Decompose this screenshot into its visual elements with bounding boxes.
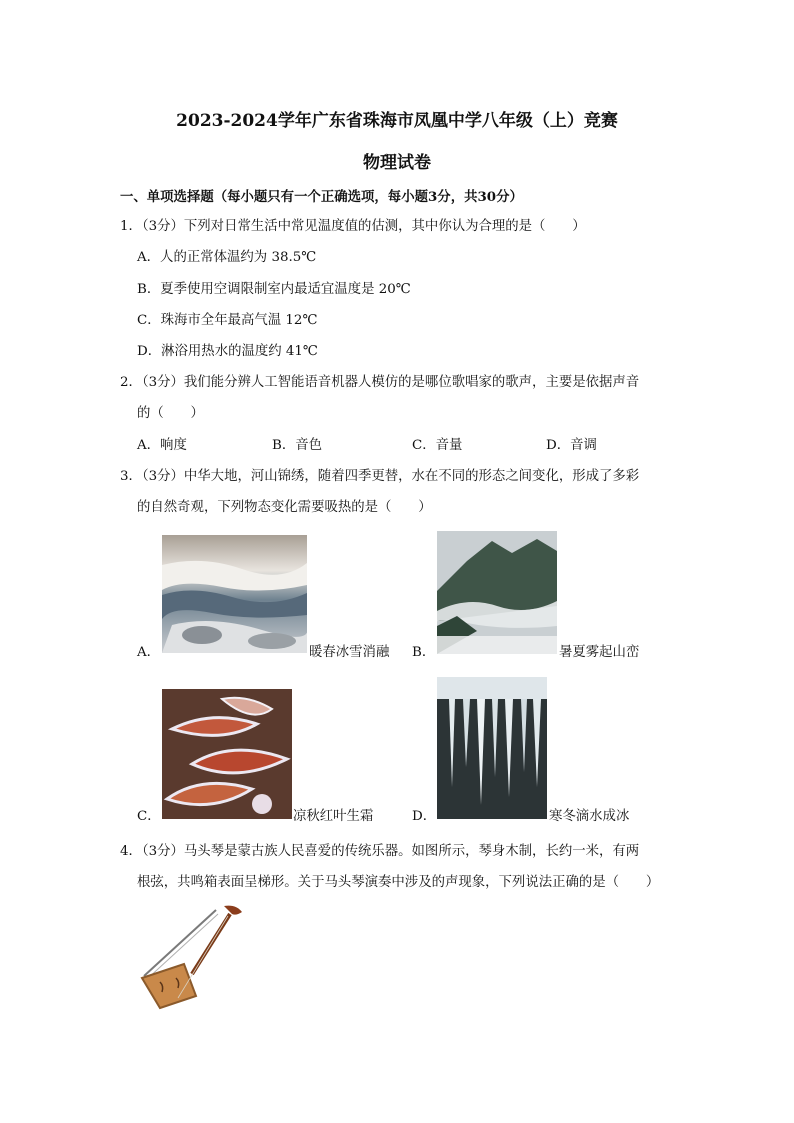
q3-option-c-text: 凉秋红叶生霜 (293, 809, 374, 824)
frost-leaves-photo (162, 689, 292, 819)
q3-option-a-label: A． (137, 645, 161, 660)
q1-option-b: B．夏季使用空调限制室内最适宜温度是 20℃ (137, 282, 411, 297)
q4-stem-line1: 4．（3分）马头琴是蒙古族人民喜爱的传统乐器。如图所示，琴身木制，长约一米，有两 (120, 844, 640, 859)
q3-option-c-label: C． (137, 809, 161, 824)
q2-option-b: B．音色 (272, 438, 323, 453)
q1-option-c: C．珠海市全年最高气温 12℃ (137, 313, 318, 328)
morin-khuur-illustration (138, 902, 250, 1010)
q1-option-a: A．人的正常体温约为 38.5℃ (137, 250, 317, 265)
mountain-fog-photo (437, 531, 557, 654)
exam-title: 2023-2024学年广东省珠海市凤凰中学八年级（上）竞赛 (176, 111, 618, 131)
q2-option-d: D．音调 (546, 438, 597, 453)
section-heading: 一、单项选择题（每小题只有一个正确选项，每小题3分，共30分） (120, 189, 523, 205)
q2-stem-line2: 的（ ） (137, 406, 204, 421)
q2-stem-line1: 2．（3分）我们能分辨人工智能语音机器人模仿的是哪位歌唱家的歌声，主要是依据声音 (120, 375, 640, 390)
q3-stem-line2: 的自然奇观，下列物态变化需要吸热的是（ ） (137, 500, 432, 515)
q4-stem-line2: 根弦，共鸣箱表面呈梯形。关于马头琴演奏中涉及的声现象，下列说法正确的是（ ） (137, 875, 660, 890)
q3-option-b-label: B． (412, 645, 436, 660)
q2-option-c: C．音量 (412, 438, 463, 453)
exam-subtitle: 物理试卷 (363, 153, 431, 173)
q1-stem: 1．（3分）下列对日常生活中常见温度值的估测，其中你认为合理的是（ ） (120, 219, 586, 234)
q3-option-d-label: D． (412, 809, 437, 824)
q3-option-b-text: 暑夏雾起山峦 (559, 645, 640, 660)
q2-option-a: A．响度 (137, 438, 187, 453)
melting-ice-photo (162, 535, 307, 653)
q3-option-d-text: 寒冬滴水成冰 (549, 809, 630, 824)
icicles-photo (437, 677, 547, 819)
q3-stem-line1: 3．（3分）中华大地，河山锦绣，随着四季更替，水在不同的形态之间变化，形成了多彩 (120, 469, 640, 484)
q1-option-d: D．淋浴用热水的温度约 41℃ (137, 344, 318, 359)
q3-option-a-text: 暖春冰雪消融 (309, 645, 390, 660)
